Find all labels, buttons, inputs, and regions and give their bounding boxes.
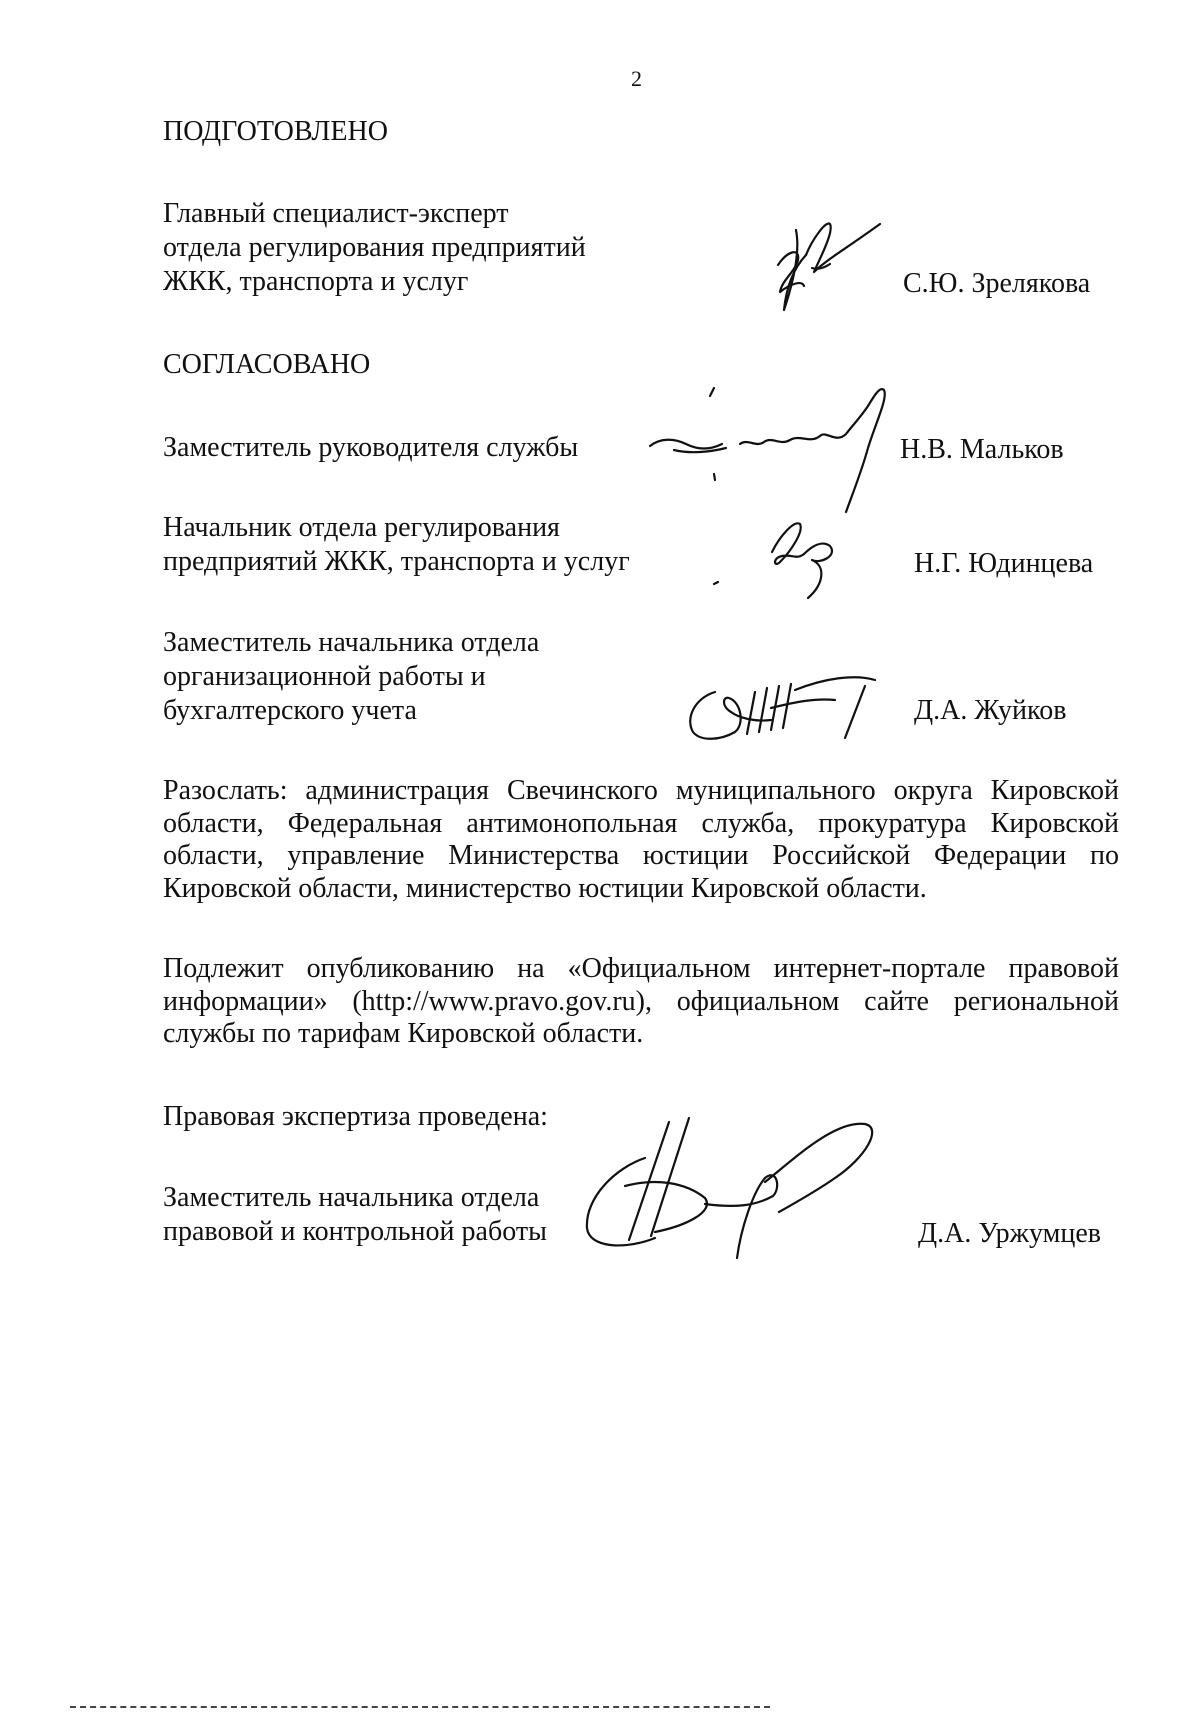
prepared-position-line-2: отдела регулирования предприятий [163,232,586,263]
agreed-signatory-3-name: Д.А. Жуйков [914,695,1067,726]
signature-malkov [640,378,940,518]
prepared-heading: ПОДГОТОВЛЕНО [163,116,388,147]
agreed-signatory-2-position-line-1: Начальник отдела регулирования [163,512,560,543]
agreed-signatory-1-position: Заместитель руководителя службы [163,432,579,463]
agreed-heading: СОГЛАСОВАНО [163,349,371,380]
distribution-paragraph: Разослать: администрация Свечинского муниципального округа Кировской области, Федеральная антимонопольная служба, прокуратура Кировской области, управление Министерства юстиции Российской Федерации по Кировской области, министерство юстиции Кировской области. [163,775,1119,904]
publication-paragraph: Подлежит опубликованию на «Официальном интернет-портале правовой информации» (http://www.pravo.gov.ru), официальном сайте региональной службы по тарифам Кировской области. [163,953,1119,1049]
agreed-signatory-3-position-line-3: бухгалтерского учета [163,695,417,726]
agreed-signatory-2-name: Н.Г. Юдинцева [914,548,1094,579]
agreed-signatory-1-name: Н.В. Мальков [900,434,1064,465]
bottom-divider [70,1706,770,1708]
page-number: 2 [631,66,642,91]
signature-zhuykov [675,662,895,752]
agreed-signatory-3-position-line-1: Заместитель начальника отдела [163,627,540,658]
legal-review-position-line-2: правовой и контрольной работы [163,1216,547,1247]
signature-zrelyakova [760,210,900,320]
signature-urzhumtsev [565,1108,895,1268]
legal-review-position-line-1: Заместитель начальника отдела [163,1182,540,1213]
prepared-position-line-3: ЖКК, транспорта и услуг [163,266,469,297]
prepared-position-line-1: Главный специалист-эксперт [163,198,509,229]
legal-review-name: Д.А. Уржумцев [918,1218,1102,1249]
legal-review-heading: Правовая экспертиза проведена: [163,1101,548,1132]
agreed-signatory-2-position-line-2: предприятий ЖКК, транспорта и услуг [163,546,630,577]
signature-yudintseva [700,506,860,606]
prepared-name: С.Ю. Зрелякова [903,268,1091,299]
agreed-signatory-3-position-line-2: организационной работы и [163,661,486,692]
